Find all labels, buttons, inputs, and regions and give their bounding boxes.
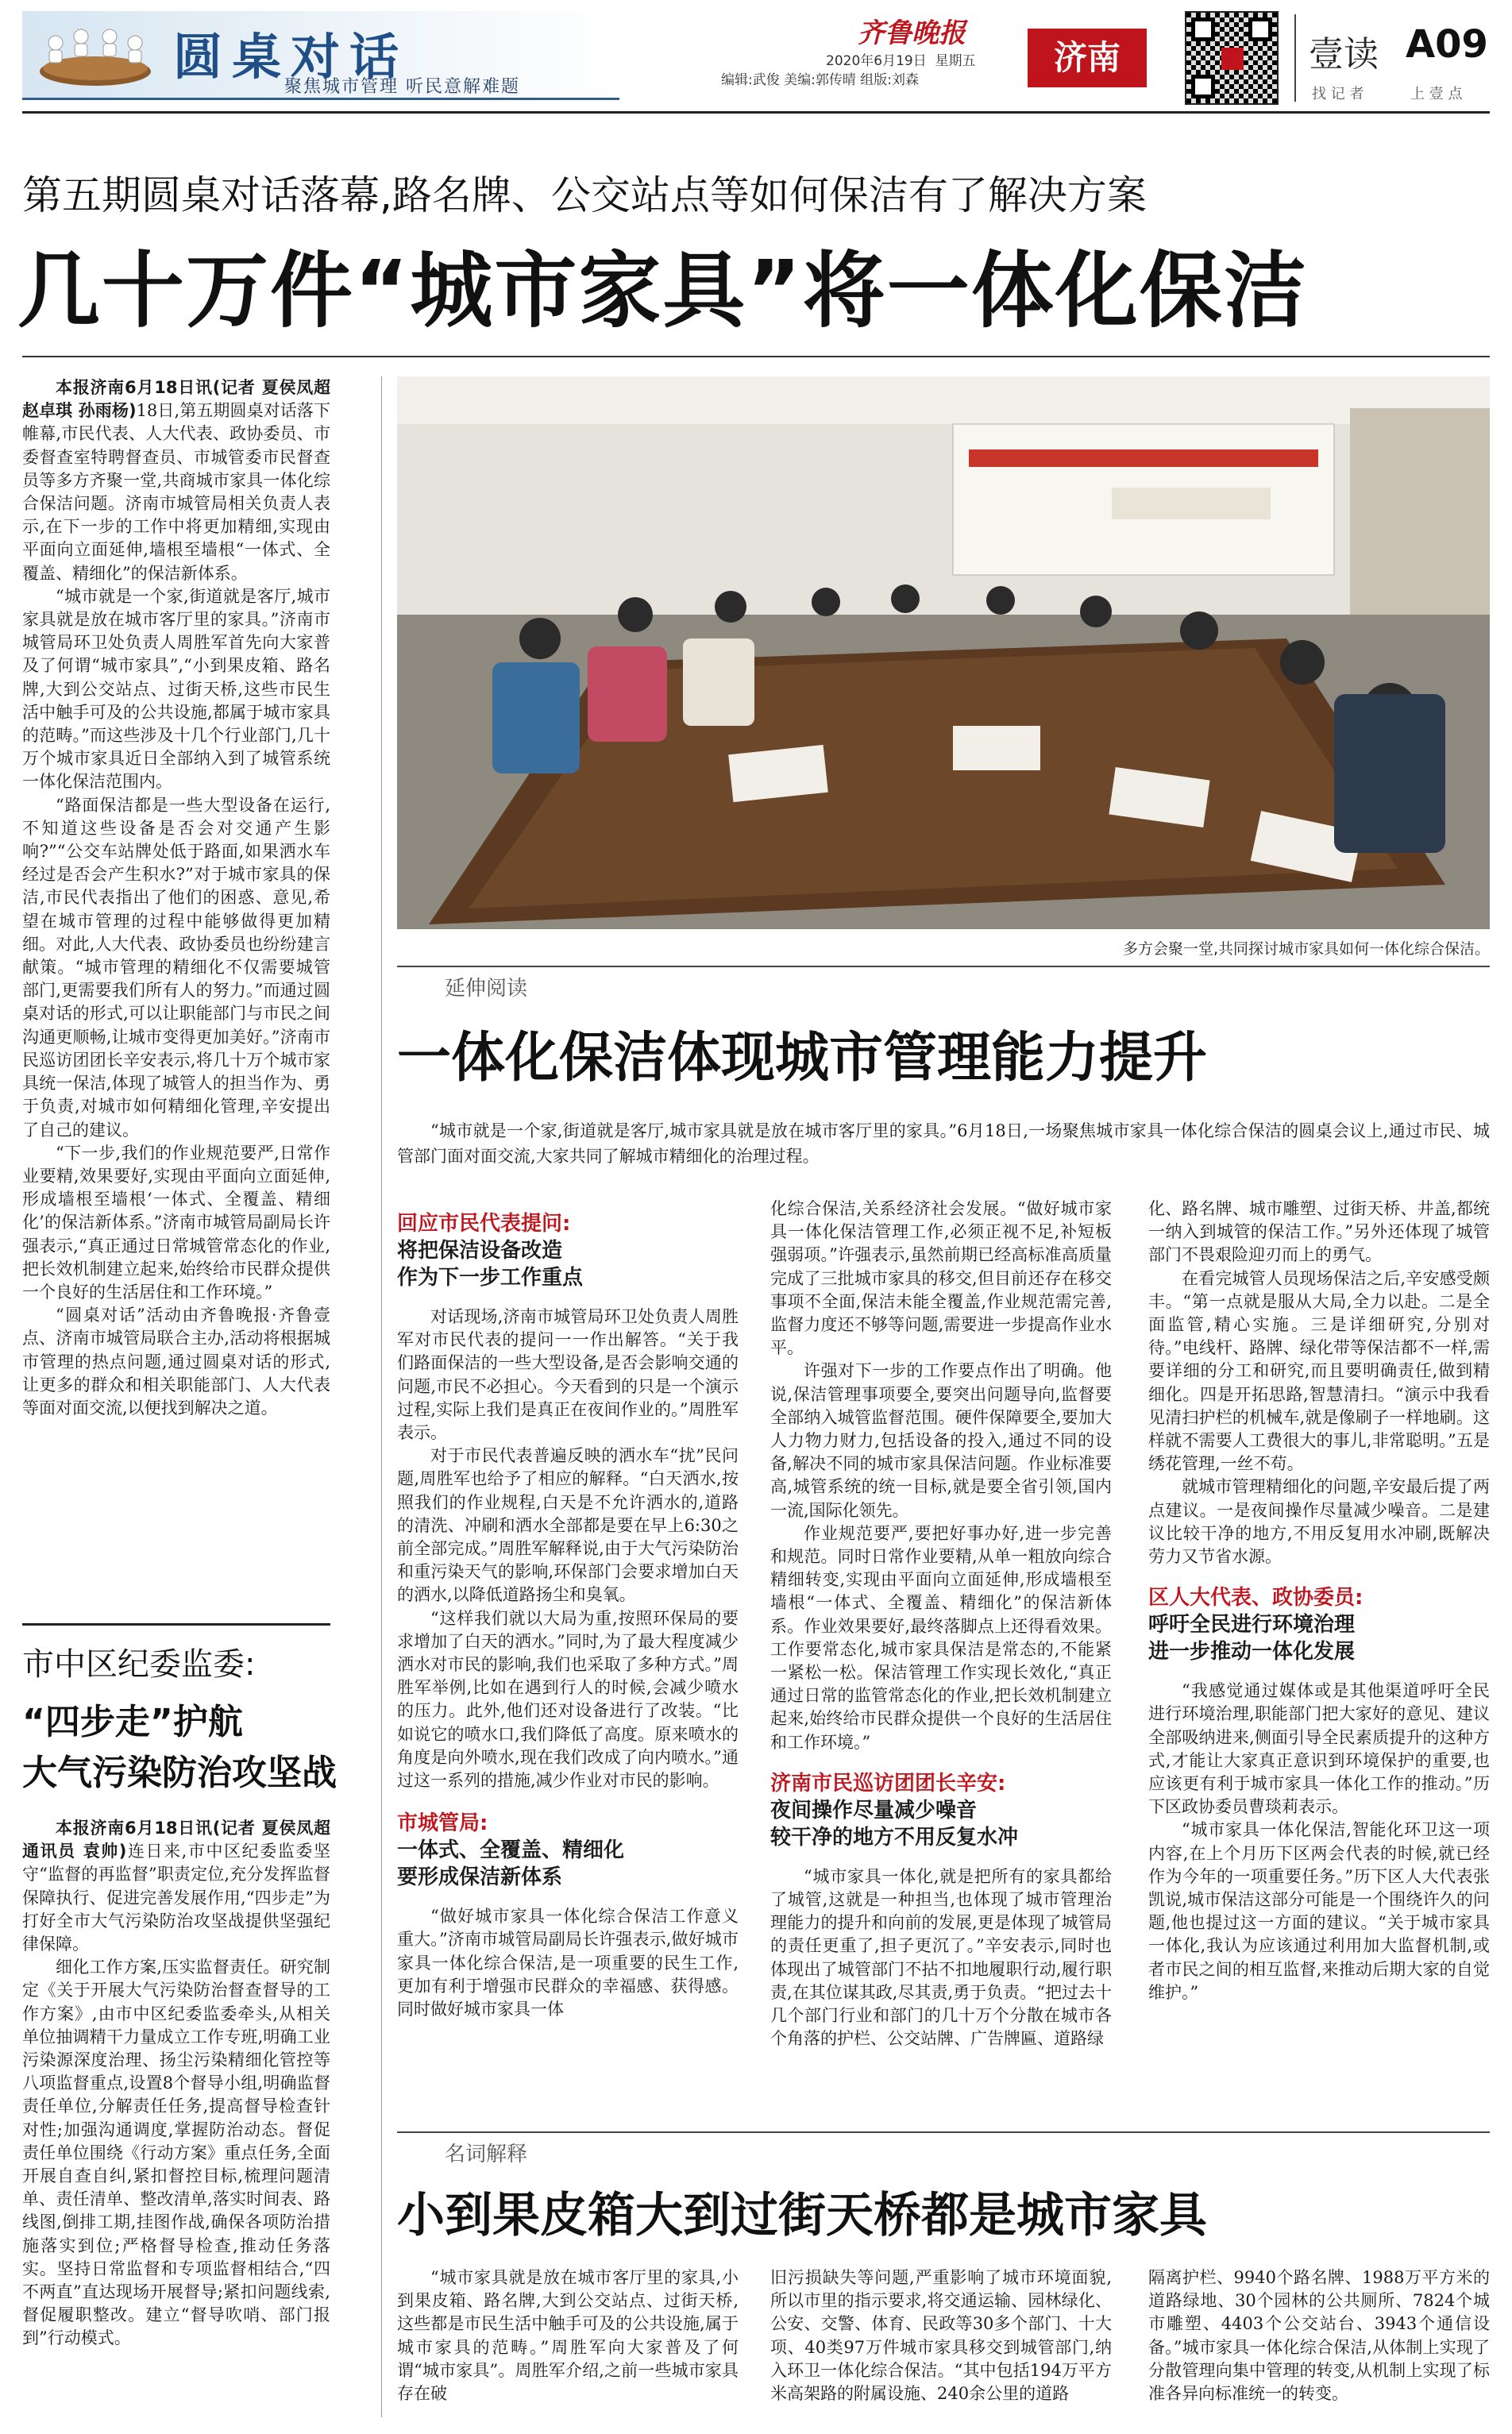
- col2-sub-speaker: 济南市民巡访团团长辛安:: [770, 1771, 1006, 1796]
- paper-logo: 齐鲁晚报: [858, 17, 966, 49]
- explain-label: 名词解释: [445, 2143, 528, 2166]
- col2-paragraph: “城市家具一体化,就是把所有的家具都给了城管,这就是一种担当,也体现了城市管理治理能力的提升和向前的发展,更是体现了城管局的责任更重了,担子更沉了。”辛安表示,同时也体现出了城管部门不拈不扣地履职行动,履行职责,在其位谋其政,尽其责,勇于负责。“把过去十几个部门行业和部门的几十万个分散在城市各个角落的护栏、公交站牌、广告牌匾、道路绿: [770, 1866, 1112, 2049]
- col2-sub-line3: 较干净的地方不用反复水冲: [770, 1825, 1019, 1850]
- commentary-intro: “城市就是一个家,街道就是客厅,城市家具就是放在城市客厅里的家具。”6月18日,一场聚焦城市家具一体化综合保洁的圆桌会议上,通过市民、城管部门面对面交流,大家共同了解城市精细化的治理过程。: [397, 1121, 1490, 1166]
- photo-caption: 多方会聚一堂,共同探讨城市家具如何一体化综合保洁。: [1122, 940, 1490, 958]
- lead-kicker: 第五期圆桌对话落幕,路名牌、公交站点等如何保洁有了解决方案: [22, 172, 1147, 218]
- lead-headline: 几十万件“城市家具”将一体化保洁: [17, 242, 1308, 339]
- lead-paragraph: 18日,第五期圆桌对话落下帷幕,市民代表、人大代表、政协委员、市委督查室特聘督查员、市城管委市民督查员等多方齐聚一堂,共商城市家具一体化综合保洁问题。济南市城管局相关负责人表示,在下一步的工作中将更加精细,实现由平面向立面延伸,墙根至墙根“一体式、全覆盖、精细化”的保洁新体系。: [22, 401, 330, 583]
- col3-sub-line2: 呼吁全民进行环境治理: [1148, 1613, 1356, 1637]
- col3-paragraph: 化、路名牌、城市雕塑、过街天桥、井盖,都统一纳入到城管的保洁工作。”另外还体现了城管部门不畏艰险迎刃而上的勇气。: [1148, 1199, 1490, 1265]
- column-divider: [381, 376, 382, 2417]
- lead-byline: 本报济南6月18日讯(记者 夏侯凤超 赵卓琪 孙雨杨): [22, 378, 330, 421]
- lead-paragraph: “圆桌对话”活动由齐鲁晚报·齐鲁壹点、济南市城管局联合主办,活动将根据城市管理的热点问题,通过圆桌对话的形式,让更多的群众和相关职能部门、人大代表等面对面交流,以便找到解决之道。: [22, 1306, 330, 1418]
- col1-sub1-speaker: 回应市民代表提问:: [397, 1212, 571, 1236]
- col3-paragraph: “我感觉通过媒体或是其他渠道呼吁全民进行环境治理,职能部门把大家好的意见、建议全部吸纳进来,侧面引导全民素质提升的这种方式,才能让大家真正意识到环境保护的重要,也应该更有利于城市家具一体化工作的推动。”历下区政协委员曹琰莉表示。: [1148, 1681, 1490, 1817]
- col2-paragraph: 许强对下一步的工作要点作出了明确。他说,保洁管理事项要全,要突出问题导向,监督要全部纳入城管监督范围。硬件保障要全,要加大人力物力财力,包括设备的投入,通过不同的设备,解决不同的城市家具保洁问题。作业标准要高,城管系统的统一目标,就是要全省引领,国内一流,国际化领先。: [770, 1361, 1112, 1520]
- section-sub-right: 上 壹 点: [1410, 86, 1463, 102]
- explain-col1: “城市家具就是放在城市客厅里的家具,小到果皮箱、路名牌,大到公交站点、过街天桥,这些都是市民生活中触手可及的公共设施,属于城市家具的范畴。”周胜军向大家普及了何谓“城市家具”。周胜军介绍,之前一些城市家具存在破: [397, 2268, 739, 2404]
- commentary-col1: [397, 1210, 739, 2106]
- qr-code[interactable]: [1185, 11, 1279, 105]
- col3-sub-line3: 进一步推动一体化发展: [1148, 1640, 1356, 1664]
- col1-paragraph: “做好城市家具一体化综合保洁工作意义重大。”济南市城管局副局长许强表示,做好城市家具一体化综合保洁,是一项重要的民生工作,更加有利于增强市民群众的幸福感、获得感。同时做好城市家具一体: [397, 1907, 739, 2019]
- col1-sub1-line2: 将把保洁设备改造: [397, 1239, 563, 1263]
- side-story-top-rule: [22, 1623, 330, 1626]
- masthead: [0, 0, 1512, 119]
- col1-paragraph: 对于市民代表普遍反映的洒水车“扰”民问题,周胜军也给予了相应的解释。“白天洒水,按照我们的作业规程,白天是不允许洒水的,道路的清洗、冲刷和洒水全部都是要在早上6:30之前全部完成。”周胜军解释说,由于大气污染防治和重污染天气的影响,环保部门会要求增加白天的洒水,以降低道路扬尘和臭氧。: [397, 1446, 739, 1605]
- weekday-text: 星期五: [935, 53, 976, 69]
- side-body: [22, 1817, 330, 2419]
- explain-headline: 小到果皮箱大到过街天桥都是城市家具: [397, 2188, 1207, 2243]
- side-paragraph: 细化工作方案,压实监督责任。研究制定《关于开展大气污染防治督查督导的工作方案》,由市中区纪委监委牵头,从相关单位抽调精干力量成立工作专班,明确工业污染源深度治理、扬尘污染精细化管控等八项监督重点,设置8个督导小组,明确监督责任单位,分解责任任务,提高督导检查针对性;加强沟通调度,掌握防治动态。督促责任单位围绕《行动方案》重点任务,全面开展自查自纠,紧扣督控目标,梳理问题清单、责任清单、整改清单,落实时间表、路线图,倒排工期,挂图作战,确保各项防治措施落实到位;严格督导检查,推动任务落实。坚持日常监督和专项监督相结合,“四不两直”直达现场开展督导;紧扣问题线索,督促履职整改。建立“督导吹哨、部门报到”行动模式。: [22, 1958, 330, 2348]
- col3-paragraph: 在看完城管人员现场保洁之后,辛安感受颇丰。“第一点就是服从大局,全力以赴。二是全面监管,精心实施。三是详细研究,分别对待。”电线杆、路牌、绿化带等保洁都不一样,需要详细的分工和研究,而且要明确责任,做到精细化。四是开拓思路,智慧清扫。“演示中我看见清扫护栏的机械车,就是像刷子一样地刷。这样就不需要人工费很大的事儿,非常聪明。”五是绣花管理,一丝不苟。: [1148, 1268, 1490, 1474]
- commentary-col2: [770, 1198, 1112, 2106]
- edition-badge: 济南: [1028, 29, 1147, 87]
- lead-paragraph: “城市就是一个家,街道就是客厅,城市家具就是放在城市客厅里的家具。”济南市城管局环卫处负责人周胜军首先向大家普及了何谓“城市家具”,“小到果皮箱、路名牌,大到公交站点、过街天桥,这些市民生活中触手可及的公共设施,都属于城市家具的范畴。”而这些涉及十几个行业部门,几十万个城市家具近日全部纳入到了城管系统一体化保洁范围内。: [22, 586, 330, 792]
- lead-paragraph: “路面保洁都是一些大型设备在运行,不知道这些设备是否会对交通产生影响?”“公交车站牌处低于路面,如果洒水车经过是否会产生积水?”对于城市家具的保洁,市民代表指出了他们的困惑、意见,希望在城市管理的过程中能够做得更加精细。对此,人大代表、政协委员也纷纷建言献策。“城市管理的精细化不仅需要城管部门,更需要我们所有人的努力。”而通过圆桌对话的形式,可以让职能部门与市民之间沟通更顺畅,让城市变得更加美好。”济南市民巡访团团长辛安表示,将几十万个城市家具统一保洁,体现了城管人的担当作为、勇于负责,对城市如何精细化管理,辛安提出了自己的建议。: [22, 795, 330, 1140]
- explain-rule: [397, 2131, 1490, 2133]
- col3-sub-speaker: 区人大代表、政协委员:: [1148, 1586, 1364, 1610]
- side-paragraph: 连日来,市中区纪委监委坚守“监督的再监督”职责定位,充分发挥监督保障执行、促进完善发展作用,“四步走”为打好全市大气污染防治攻坚战提供坚强纪律保障。: [22, 1842, 330, 1954]
- explain-col2: 旧污损缺失等问题,严重影响了城市环境面貌,所以市里的指示要求,将交通运输、园林绿化、公安、交警、体育、民政等30多个部门、十大项、40类97万件城市家具移交到城管部门,纳入环卫一体化综合保洁。“其中包括194万平方米高架路的附属设施、240余公里的道路: [770, 2268, 1112, 2404]
- side-byline: 本报济南6月18日讯(记者 夏侯凤超 通讯员 袁帅): [22, 1819, 330, 1861]
- explain-col3: 隔离护栏、9940个路名牌、1988万平方米的道路绿地、30个园林的公共厕所、7824个城市雕塑、4403个公交站台、3943个通信设备。”城市家具一体化综合保洁,从体制上实现了分散管理向集中管理的转变,从机制上实现了标准各异向标准统一的转变。: [1148, 2268, 1490, 2404]
- column-banner: [22, 11, 619, 100]
- lead-paragraph: “下一步,我们的作业规范要严,日常作业要精,效果要好,实现由平面向立面延伸,形成墙根至墙根‘一体式、全覆盖、精细化’的保洁新体系。”济南市城管局副局长许强表示,“真正通过日常城管常态化的作业,把长效机制建立起来,始终给市民群众提供一个良好的生活居住和工作环境。”: [22, 1143, 330, 1302]
- commentary-rule: [397, 966, 1490, 967]
- lead-body: [22, 376, 330, 1596]
- commentary-headline: 一体化保洁体现城市管理能力提升: [397, 1027, 1208, 1090]
- issue-date: [826, 49, 976, 69]
- section-sub-left: 找 记 者: [1312, 86, 1364, 102]
- col3-paragraph: 就城市管理精细化的问题,辛安最后提了两点建议。一是夜间操作尽量减少噪音。二是建议比较干净的地方,不用反复用水冲刷,既解决劳力又节省水源。: [1148, 1477, 1490, 1567]
- col2-paragraph: 化综合保洁,关系经济社会发展。“做好城市家具一体化保洁管理工作,必须正视不足,补短板强弱项。”许强表示,虽然前期已经高标准高质量完成了三批城市家具的移交,但目前还存在移交事项不全面,保洁未能全覆盖,作业规范需完善,监督力度还不够等问题,需要进一步提高作业水平。: [770, 1199, 1112, 1358]
- commentary-col3: [1148, 1198, 1490, 2106]
- col2-paragraph: 作业规范要严,要把好事办好,进一步完善和规范。同时日常作业要精,从单一粗放向综合精细转变,实现由平面向立面延伸,形成墙根至墙根“一体式、全覆盖、精细化”的保洁新体系。作业效果要好,最终落脚点上还得看效果。工作要常态化,城市家具保洁是常态的,不能紧一紧松一松。保洁管理工作实现长效化,“真正通过日常的监管常态化的作业,把长效机制建立起来,始终给市民群众提供一个良好的生活居住和工作环境。”: [770, 1523, 1112, 1752]
- column-title: 圆桌对话: [173, 28, 409, 86]
- masthead-rule: [22, 111, 1490, 114]
- page-number: A09: [1406, 22, 1488, 67]
- col1-paragraph: 对话现场,济南市城管局环卫处负责人周胜军对市民代表的提问一一作出解答。“关于我们路面保洁的一些大型设备,是否会影响交通的问题,市民不必担心。今天看到的只是一个演示过程,实际上我们是真正在夜间作业的。”周胜军表示。: [397, 1307, 739, 1443]
- col1-sub2-line3: 要形成保洁新体系: [397, 1865, 563, 1890]
- col1-sub2-speaker: 市城管局:: [397, 1811, 488, 1836]
- col1-sub1-line3: 作为下一步工作重点: [397, 1266, 584, 1290]
- column-slogan: 聚焦城市管理 听民意解难题: [284, 77, 520, 97]
- col1-paragraph: “这样我们就以大局为重,按照环保局的要求增加了白天的洒水。”同时,为了最大程度减少洒水对市民的影响,我们也采取了多种方式。”周胜军举例,比如在遇到行人的时候,会减少喷水的压力。此外,他们还对设备进行了改装。“比如说它的喷水口,我们降低了高度。原来喷水的角度是向外喷水,现在我们改成了向内喷水。”通过这一系列的措施,减少作业对市民的影响。: [397, 1608, 739, 1791]
- col2-sub-line2: 夜间操作尽量减少噪音: [770, 1798, 978, 1823]
- editor-credits: 编辑:武俊 美编:郭传晴 组版:刘森: [721, 72, 919, 88]
- col1-sub2-line2: 一体式、全覆盖、精细化: [397, 1838, 625, 1863]
- col3-paragraph: “城市家具一体化保洁,智能化环卫这一项内容,在上个月历下区两会代表的时候,就已经作为今年的一项重要任务。”历下区人大代表张凯说,城市保洁这部分可能是一个围绕许久的问题,他也提过这一方面的建议。“关于城市家具一体化,我认为应该通过利用加大监督机制,或者市民之间的相互监督,来推动后期大家的自觉维护。”: [1148, 1820, 1490, 2002]
- commentary-label: 延伸阅读: [445, 977, 528, 1001]
- date-text: 2020年6月19日: [826, 53, 927, 69]
- side-headline-1: “四步走”护航: [22, 1702, 243, 1742]
- headline-rule: [22, 356, 1490, 357]
- side-headline-2: 大气污染防治攻坚战: [22, 1753, 337, 1793]
- meeting-photo: [397, 376, 1490, 929]
- section-label: 壹读: [1309, 34, 1379, 75]
- roundtable-illustration: [32, 22, 159, 91]
- side-kicker: 市中区纪委监委:: [22, 1646, 256, 1683]
- header-divider: [1294, 14, 1296, 102]
